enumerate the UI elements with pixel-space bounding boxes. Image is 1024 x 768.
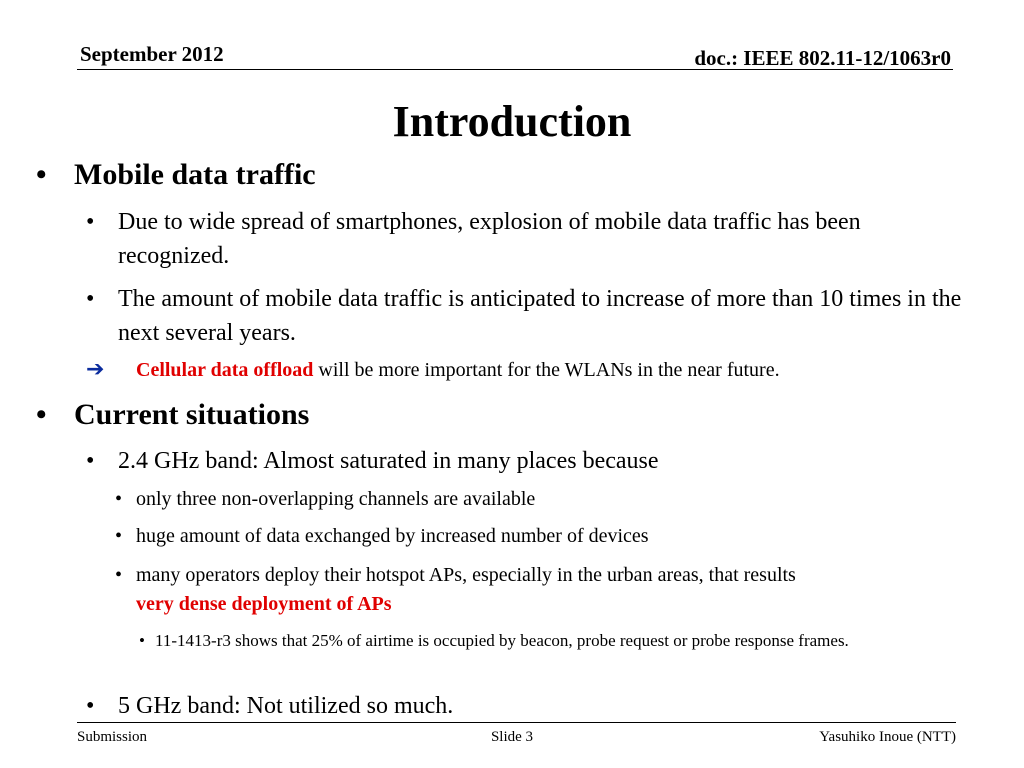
bullet-icon: • (36, 398, 47, 431)
sub-bullet-text: 2.4 GHz band: Almost saturated in many places because (118, 448, 659, 474)
right-arrow-icon: ➔ (86, 357, 105, 382)
bullet-label: Mobile data traffic (74, 158, 316, 191)
bullet-icon: • (139, 631, 145, 650)
highlight-dense-deployment: very dense deployment of APs (136, 593, 392, 615)
sub-bullet-text: 5 GHz band: Not utilized so much. (118, 693, 454, 719)
bullet-icon: • (86, 209, 95, 235)
header-divider (77, 69, 953, 70)
footer-submission: Submission (77, 729, 148, 745)
header-date: September 2012 (80, 42, 224, 66)
sub-bullet-text: Due to wide spread of smartphones, explosion of mobile data traffic has been recognized. (118, 209, 861, 269)
bullet-icon: • (115, 488, 123, 510)
highlight-cellular-offload: Cellular data offload (136, 359, 314, 381)
bullet-icon: • (115, 525, 123, 547)
sub-sub-bullet-text: huge amount of data exchanged by increased number of devices (136, 525, 649, 547)
arrow-point-text: will be more important for the WLANs in the near future. (313, 359, 780, 381)
slide-title: Introduction (392, 97, 632, 146)
bullet-icon: • (86, 448, 95, 474)
bullet-icon: • (115, 564, 123, 586)
footer-divider (77, 722, 956, 723)
sub-sub-bullet-text: only three non-overlapping channels are available (136, 488, 536, 510)
footer-author: Yasuhiko Inoue (NTT) (819, 729, 956, 745)
bullet-icon: • (36, 158, 47, 191)
bullet-icon: • (86, 286, 95, 312)
sub-sub-sub-bullet-text: 11-1413-r3 shows that 25% of airtime is occupied by beacon, probe request or probe response frames. (155, 631, 849, 650)
bullet-icon: • (86, 693, 95, 719)
sub-sub-bullet-text: many operators deploy their hotspot APs, especially in the urban areas, that results (136, 564, 796, 586)
footer-slide-number: Slide 3 (490, 729, 534, 745)
header-doc-id: doc.: IEEE 802.11-12/1063r0 (694, 46, 951, 70)
sub-bullet-text: The amount of mobile data traffic is anticipated to increase of more than 10 times in the next several years. (118, 286, 962, 346)
bullet-label: Current situations (74, 398, 310, 431)
